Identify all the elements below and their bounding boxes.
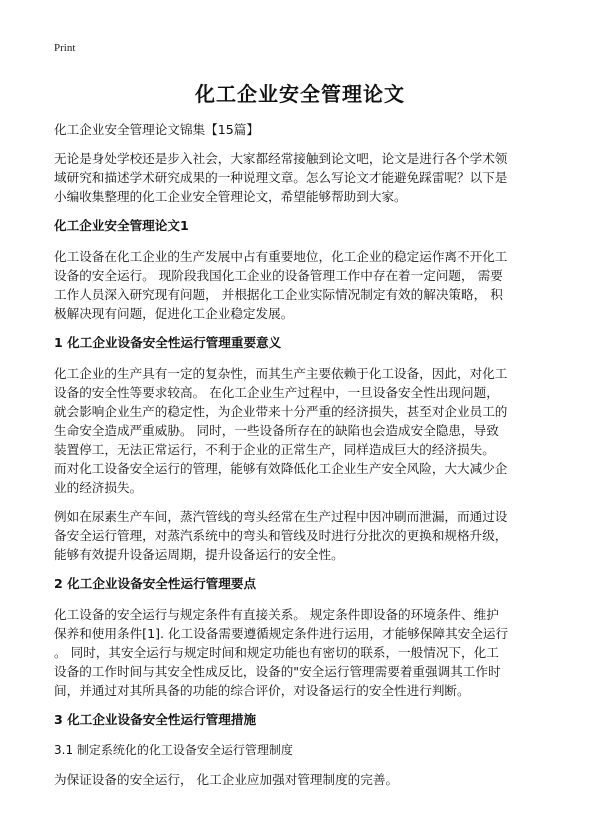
text-line: 化工设备的安全运行与规定条件有直接关系。 规定条件即设备的环境条件、维护 xyxy=(54,607,499,622)
page-title: 化工企业安全管理论文 xyxy=(195,82,405,106)
section-heading: 化工企业安全管理论文1 xyxy=(54,218,189,233)
paragraph xyxy=(54,247,554,323)
text-line: 为保证设备的安全运行， 化工企业应加强对管理制度的完善。 xyxy=(54,772,399,787)
section-heading: 3 化工企业设备安全性运行管理措施 xyxy=(54,712,257,727)
paragraph xyxy=(54,770,554,789)
text-line: 间，并通过对其所具备的功能的综合评价，对设备运行的安全性进行判断。 xyxy=(54,683,470,698)
text-line: 。 同时，其安全运行与规定时间和规定功能也有密切的联系，一般情况下，化工 xyxy=(54,645,499,660)
text-line: 设备的安全性等要求较高。 在化工企业生产过程中，一旦设备安全性出现问题， xyxy=(54,385,499,400)
section-heading: 2 化工企业设备安全性运行管理要点 xyxy=(54,576,257,591)
text-line: 设备的安全运行。 现阶段我国化工企业的设备管理工作中存在着一定问题， 需要 xyxy=(54,268,503,283)
text-line: 工作人员深入研究现有问题， 并根据化工企业实际情况制定有效的解决策略， 积 xyxy=(54,287,503,302)
text-line: 备安全运行管理，对蒸汽系统中的弯头和管线及时进行分批次的更换和规格升级， xyxy=(54,528,508,543)
text-line: 装置停工，无法正常运行，不利于企业的正常生产，同样造成巨大的经济损失。 xyxy=(54,442,495,457)
text-line: 域研究和描述学术研究成果的一种说理文章。怎么写论文才能避免踩雷呢？以下是 xyxy=(54,170,508,185)
section-heading: 1 化工企业设备安全性运行管理重要意义 xyxy=(54,335,282,350)
text-line: 小编收集整理的化工企业安全管理论文，希望能够帮助到大家。 xyxy=(54,189,407,204)
sub-heading: 3.1 制定系统化的化工设备安全运行管理制度 xyxy=(54,743,293,757)
intro-paragraph xyxy=(54,149,554,206)
text-line: 化工设备在化工企业的生产发展中占有重要地位，化工企业的稳定运作离不开化工 xyxy=(54,249,508,264)
text-line: 生命安全造成严重威胁。 同时，一些设备所存在的缺陷也会造成安全隐患，导致 xyxy=(54,423,499,438)
paragraph xyxy=(54,364,554,497)
text-line: 例如在尿素生产车间，蒸汽管线的弯头经常在生产过程中因冲刷而泄漏，而通过设 xyxy=(54,509,508,524)
text-line: 就会影响企业生产的稳定性，为企业带来十分严重的经济损失，甚至对企业员工的 xyxy=(54,404,508,419)
text-line: 而对化工设备安全运行的管理，能够有效降低化工企业生产安全风险，大大减少企 xyxy=(54,461,508,476)
paragraph xyxy=(54,507,554,564)
text-line: 极解决现有问题，促进化工企业稳定发展。 xyxy=(54,306,294,321)
text-line: 无论是身处学校还是步入社会，大家都经常接触到论文吧，论文是进行各个学术领 xyxy=(54,151,508,166)
paragraph xyxy=(54,605,554,700)
text-line: 业的经济损失。 xyxy=(54,480,143,495)
text-line: 保养和使用条件[1]. 化工设备需要遵循规定条件进行运用，才能够保障其安全运行 xyxy=(54,626,509,641)
article-body xyxy=(54,120,554,799)
text-line: 能够有效提升设备运周期，提升设备运行的安全性。 xyxy=(54,547,344,562)
text-line: 设备的工作时间与其安全性成反比，设备的"安全运行管理需要着重强调其工作时 xyxy=(54,664,501,679)
text-line: 化工企业的生产具有一定的复杂性，而其生产主要依赖于化工设备，因此，对化工 xyxy=(54,366,508,381)
print-label: Print xyxy=(54,42,76,54)
subtitle: 化工企业安全管理论文锦集【15篇】 xyxy=(54,122,259,137)
